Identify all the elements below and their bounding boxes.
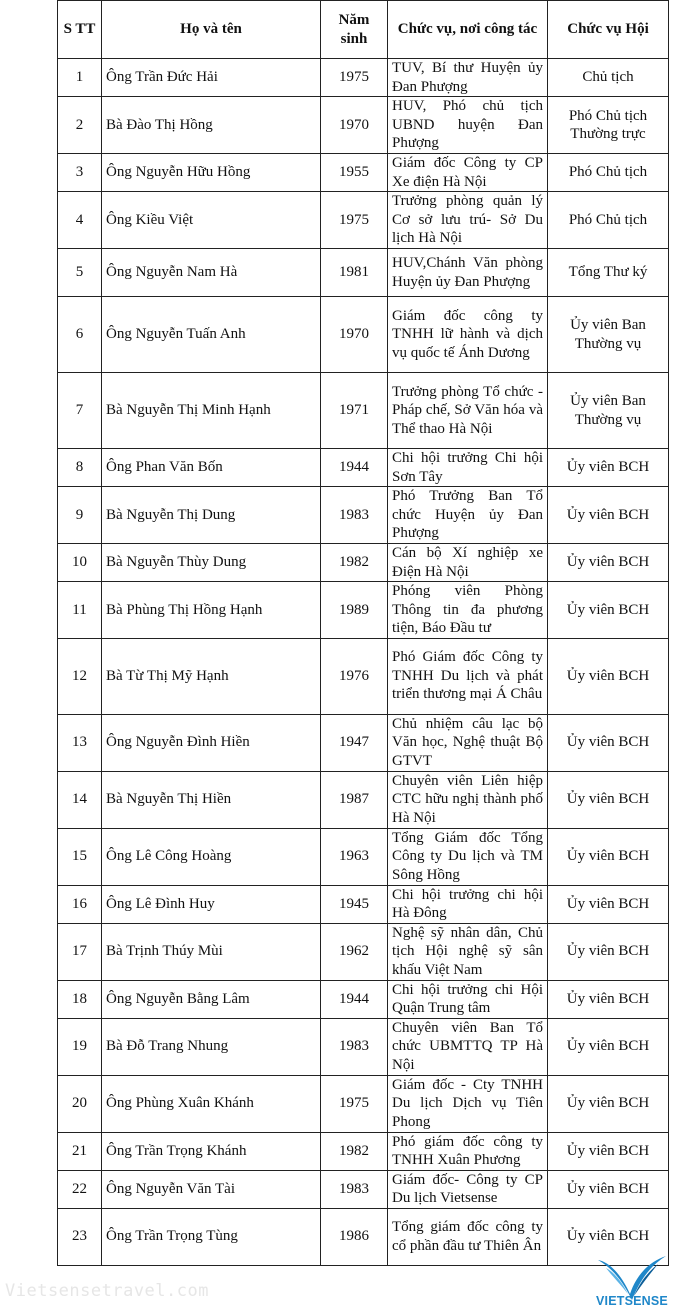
row-position: Phó giám đốc công ty TNHH Xuân Phương [388, 1132, 548, 1170]
row-position: Giám đốc - Cty TNHH Du lịch Dịch vụ Tiên Phong [388, 1075, 548, 1132]
row-birth-year: 1975 [321, 59, 388, 97]
row-stt: 1 [58, 59, 102, 97]
row-birth-year: 1981 [321, 249, 388, 297]
row-stt: 14 [58, 771, 102, 828]
row-name: Ông Nguyễn Hữu Hồng [102, 154, 321, 192]
table-row [58, 980, 669, 1018]
row-birth-year: 1962 [321, 923, 388, 980]
row-position: Nghệ sỹ nhân dân, Chủ tịch Hội nghệ sỹ sân khấu Việt Nam [388, 923, 548, 980]
table-row [58, 1170, 669, 1208]
row-name: Bà Nguyễn Thị Hiền [102, 771, 321, 828]
row-position: Giám đốc Công ty CP Xe điện Hà Nội [388, 154, 548, 192]
row-association-role: Ủy viên BCH [548, 1170, 669, 1208]
row-association-role: Ủy viên BCH [548, 638, 669, 714]
row-association-role: Ủy viên BCH [548, 1075, 669, 1132]
row-stt: 10 [58, 544, 102, 582]
row-birth-year: 1982 [321, 1132, 388, 1170]
row-association-role: Ủy viên BCH [548, 980, 669, 1018]
row-name: Ông Lê Đình Huy [102, 885, 321, 923]
table-row [58, 638, 669, 714]
row-birth-year: 1976 [321, 638, 388, 714]
table-row [58, 373, 669, 449]
row-stt: 12 [58, 638, 102, 714]
row-stt: 23 [58, 1208, 102, 1265]
row-position: Chi hội trưởng chi hội Hà Đông [388, 885, 548, 923]
row-name: Ông Nguyễn Bằng Lâm [102, 980, 321, 1018]
row-stt: 21 [58, 1132, 102, 1170]
row-stt: 13 [58, 714, 102, 771]
row-stt: 22 [58, 1170, 102, 1208]
row-birth-year: 1989 [321, 582, 388, 639]
row-name: Ông Lê Công Hoàng [102, 828, 321, 885]
row-name: Ông Trần Đức Hải [102, 59, 321, 97]
row-position: HUV,Chánh Văn phòng Huyện ủy Đan Phượng [388, 249, 548, 297]
table-row [58, 192, 669, 249]
row-association-role: Ủy viên BCH [548, 1132, 669, 1170]
row-name: Ông Trần Trọng Tùng [102, 1208, 321, 1265]
row-name: Bà Nguyễn Thị Dung [102, 487, 321, 544]
member-table [57, 0, 669, 1266]
row-birth-year: 1983 [321, 487, 388, 544]
header-association-role: Chức vụ Hội [548, 1, 669, 59]
row-stt: 5 [58, 249, 102, 297]
row-stt: 7 [58, 373, 102, 449]
row-association-role: Ủy viên BCH [548, 714, 669, 771]
site-watermark: Vietsensetravel.com [5, 1281, 209, 1301]
header-position: Chức vụ, nơi công tác [388, 1, 548, 59]
row-name: Ông Trần Trọng Khánh [102, 1132, 321, 1170]
member-table-body [58, 59, 669, 1266]
row-name: Bà Đào Thị Hồng [102, 97, 321, 154]
row-name: Bà Từ Thị Mỹ Hạnh [102, 638, 321, 714]
row-birth-year: 1983 [321, 1018, 388, 1075]
table-row [58, 1075, 669, 1132]
row-association-role: Ủy viên BCH [548, 1208, 669, 1265]
row-stt: 20 [58, 1075, 102, 1132]
row-birth-year: 1970 [321, 97, 388, 154]
row-name: Ông Nguyễn Nam Hà [102, 249, 321, 297]
row-position: Giám đốc- Công ty CP Du lịch Vietsense [388, 1170, 548, 1208]
table-row [58, 59, 669, 97]
row-association-role: Ủy viên Ban Thường vụ [548, 297, 669, 373]
table-header-row [58, 1, 669, 59]
row-name: Ông Phan Văn Bốn [102, 449, 321, 487]
row-name: Ông Kiều Việt [102, 192, 321, 249]
row-birth-year: 1986 [321, 1208, 388, 1265]
row-association-role: Phó Chủ tịch [548, 154, 669, 192]
row-stt: 8 [58, 449, 102, 487]
table-row [58, 771, 669, 828]
brand-name: VIETSENSE [596, 1294, 668, 1308]
row-birth-year: 1975 [321, 192, 388, 249]
row-association-role: Phó Chủ tịch Thường trực [548, 97, 669, 154]
row-association-role: Ủy viên BCH [548, 885, 669, 923]
table-row [58, 154, 669, 192]
row-position: Chuyên viên Ban Tổ chức UBMTTQ TP Hà Nội [388, 1018, 548, 1075]
row-position: Chuyên viên Liên hiệp CTC hữu nghị thành phố Hà Nội [388, 771, 548, 828]
row-birth-year: 1982 [321, 544, 388, 582]
row-stt: 11 [58, 582, 102, 639]
table-row [58, 828, 669, 885]
table-row [58, 1018, 669, 1075]
row-association-role: Ủy viên BCH [548, 1018, 669, 1075]
row-stt: 6 [58, 297, 102, 373]
row-association-role: Ủy viên BCH [548, 582, 669, 639]
row-stt: 4 [58, 192, 102, 249]
row-birth-year: 1945 [321, 885, 388, 923]
row-position: Chủ nhiệm câu lạc bộ Văn học, Nghệ thuật Bộ GTVT [388, 714, 548, 771]
table-row [58, 923, 669, 980]
row-birth-year: 1971 [321, 373, 388, 449]
row-position: Cán bộ Xí nghiệp xe Điện Hà Nội [388, 544, 548, 582]
row-association-role: Ủy viên BCH [548, 487, 669, 544]
row-birth-year: 1955 [321, 154, 388, 192]
row-name: Ông Nguyễn Văn Tài [102, 1170, 321, 1208]
table-row [58, 1132, 669, 1170]
header-birth-year: Năm sinh [321, 1, 388, 59]
row-association-role: Ủy viên BCH [548, 544, 669, 582]
row-name: Ông Nguyễn Tuấn Anh [102, 297, 321, 373]
row-birth-year: 1983 [321, 1170, 388, 1208]
table-row [58, 714, 669, 771]
row-association-role: Ủy viên BCH [548, 449, 669, 487]
row-name: Bà Nguyễn Thùy Dung [102, 544, 321, 582]
row-birth-year: 1970 [321, 297, 388, 373]
row-stt: 18 [58, 980, 102, 1018]
table-row [58, 249, 669, 297]
row-position: Trưởng phòng Tổ chức - Pháp chế, Sở Văn hóa và Thể thao Hà Nội [388, 373, 548, 449]
table-row [58, 449, 669, 487]
row-position: TUV, Bí thư Huyện ủy Đan Phượng [388, 59, 548, 97]
row-stt: 17 [58, 923, 102, 980]
row-birth-year: 1944 [321, 449, 388, 487]
row-position: HUV, Phó chủ tịch UBND huyện Đan Phượng [388, 97, 548, 154]
row-position: Phó Trưởng Ban Tổ chức Huyện ủy Đan Phượng [388, 487, 548, 544]
row-name: Bà Đỗ Trang Nhung [102, 1018, 321, 1075]
row-name: Bà Phùng Thị Hồng Hạnh [102, 582, 321, 639]
row-name: Ông Nguyễn Đình Hiền [102, 714, 321, 771]
row-position: Phóng viên Phòng Thông tin đa phương tiện, Báo Đầu tư [388, 582, 548, 639]
table-row [58, 487, 669, 544]
row-association-role: Ủy viên BCH [548, 771, 669, 828]
row-birth-year: 1963 [321, 828, 388, 885]
row-birth-year: 1947 [321, 714, 388, 771]
row-position: Tổng Giám đốc Tổng Công ty Du lịch và TM Sông Hồng [388, 828, 548, 885]
row-birth-year: 1944 [321, 980, 388, 1018]
row-stt: 9 [58, 487, 102, 544]
header-name: Họ và tên [102, 1, 321, 59]
row-association-role: Phó Chủ tịch [548, 192, 669, 249]
table-row [58, 582, 669, 639]
table-row [58, 544, 669, 582]
row-name: Bà Trịnh Thúy Mùi [102, 923, 321, 980]
row-association-role: Ủy viên BCH [548, 923, 669, 980]
row-name: Ông Phùng Xuân Khánh [102, 1075, 321, 1132]
row-stt: 16 [58, 885, 102, 923]
header-stt: S TT [58, 1, 102, 59]
row-name: Bà Nguyễn Thị Minh Hạnh [102, 373, 321, 449]
table-row [58, 885, 669, 923]
row-birth-year: 1987 [321, 771, 388, 828]
row-association-role: Ủy viên Ban Thường vụ [548, 373, 669, 449]
row-stt: 15 [58, 828, 102, 885]
row-position: Chi hội trưởng chi Hội Quận Trung tâm [388, 980, 548, 1018]
row-stt: 19 [58, 1018, 102, 1075]
row-association-role: Ủy viên BCH [548, 828, 669, 885]
row-position: Phó Giám đốc Công ty TNHH Du lịch và phát triển thương mại Á Châu [388, 638, 548, 714]
row-position: Tổng giám đốc công ty cổ phần đầu tư Thiên Ân [388, 1208, 548, 1265]
row-birth-year: 1975 [321, 1075, 388, 1132]
row-association-role: Tổng Thư ký [548, 249, 669, 297]
table-row [58, 97, 669, 154]
row-stt: 3 [58, 154, 102, 192]
row-position: Giám đốc công ty TNHH lữ hành và dịch vụ quốc tế Ánh Dương [388, 297, 548, 373]
row-association-role: Chủ tịch [548, 59, 669, 97]
row-position: Trưởng phòng quản lý Cơ sở lưu trú- Sở Du lịch Hà Nội [388, 192, 548, 249]
table-row [58, 297, 669, 373]
row-stt: 2 [58, 97, 102, 154]
row-position: Chi hội trưởng Chi hội Sơn Tây [388, 449, 548, 487]
table-row [58, 1208, 669, 1265]
